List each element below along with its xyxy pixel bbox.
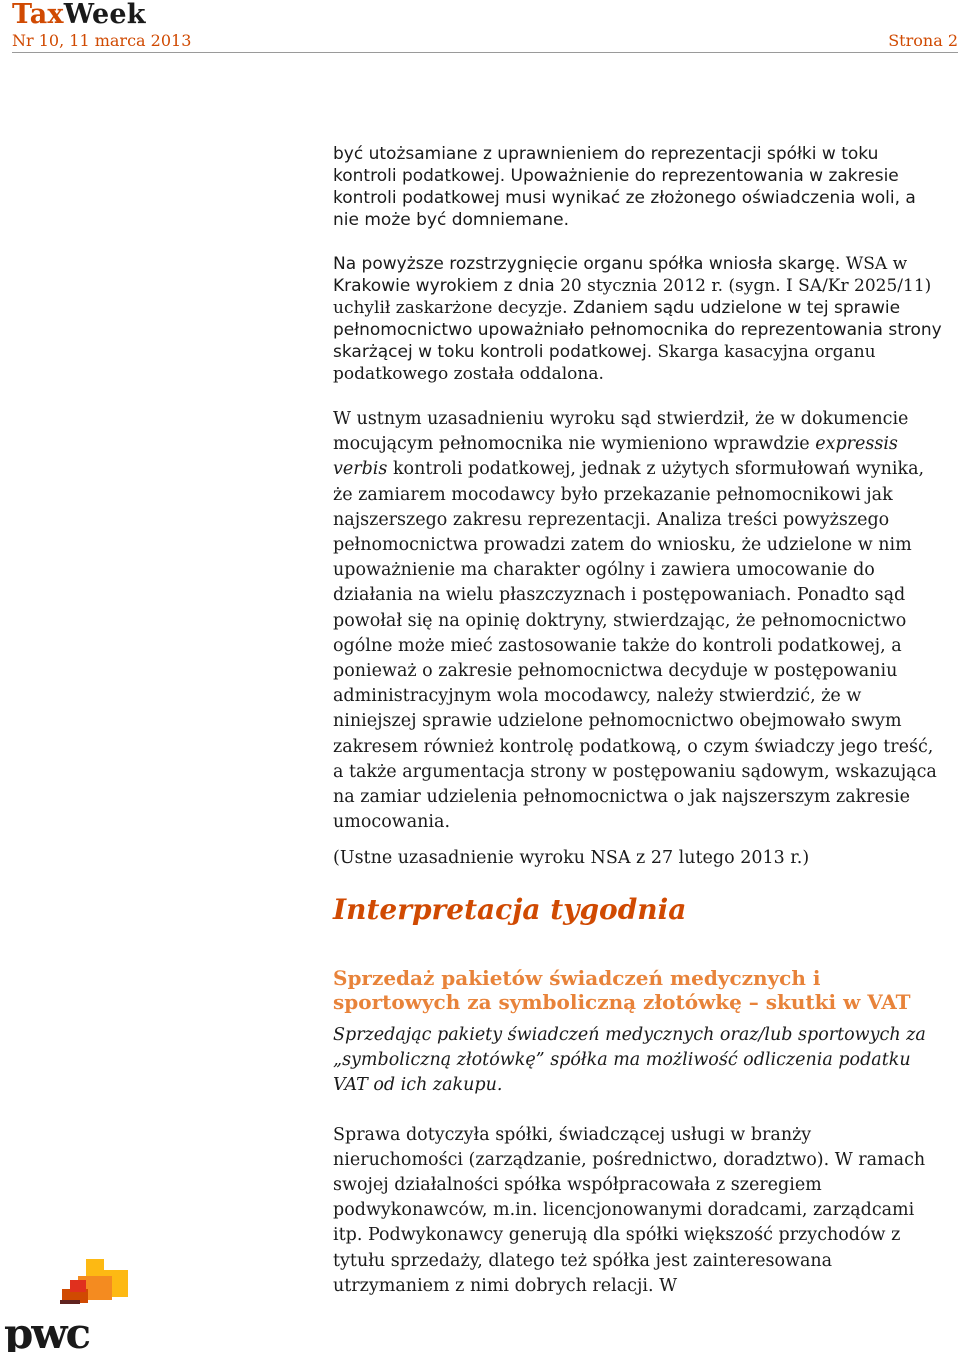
- masthead: [12, 0, 958, 53]
- pwc-logo-text: pwc: [4, 1309, 90, 1352]
- justification-text-b: kontroli podatkowej, jednak z użytych sformułowań wynika, że zamiarem mocodawcy było przekazanie pełnomocnikowi jak najszerszego zakresu reprezentacji. Analiza treści powyższego pełnomocnictwa prowadzi zatem do wniosku, że udzielone w nim upoważnienie ma charakter ogólny i zawiera umocowanie do działania na wielu płaszczyznach i postępowaniach. Ponadto sąd powołał się na opinię doktryny, stwierdzając, że pełnomocnictwo ogólne może mieć zastosowanie także do kontroli podatkowej, a ponieważ o zakresie pełnomocnictwa decyduje w postępowaniu administracyjnym wola mocodawcy, należy stwierdzić, że w niniejszej sprawie udzielone pełnomocnictwo obejmowało swym zakresem również kontrolę podatkową, o czym świadczy jego treść, a także argumentacja strony w postępowaniu sądowym, wskazująca na zamiar udzielenia pełnomocnictwa o jak najszerszym zakresie umocowania.: [333, 459, 937, 833]
- article-column: [333, 143, 943, 1299]
- issue-line: [12, 30, 958, 53]
- ruling-text-f: Skarga kasacyjna organu podatkowego została oddalona.: [333, 342, 876, 384]
- issue-date: Nr 10, 11 marca 2013: [12, 31, 192, 50]
- ruling-text-c: Krakowie wyrokiem z dnia: [333, 276, 561, 296]
- paragraph-continuation: być utożsamiane z uprawnieniem do reprezentacji spółki w toku kontroli podatkowej. Upoważnienie do reprezentowania w zakresie kontroli podatkowej musi wynikać ze złożonego oświadczenia woli, a nie może być domniemane.: [333, 144, 916, 230]
- pwc-logo-block: [70, 1280, 86, 1292]
- section-heading: Interpretacja tygodnia: [333, 892, 687, 926]
- paragraph-justification: [333, 407, 943, 835]
- paragraph-ruling: [333, 253, 943, 385]
- justification-latin-phrase: expressis verbis: [333, 434, 898, 480]
- paragraph-citation: (Ustne uzasadnienie wyroku NSA z 27 lutego 2013 r.): [333, 848, 810, 869]
- paragraph-case: Sprawa dotyczyła spółki, świadczącej usługi w branży nieruchomości (zarządzanie, pośrednictwo, doradztwo). W ramach swojej działalności spółka współpracowała z szeregiem podwykonawców, m.in. licencjonowanymi doradcami, zarządcami itp. Podwykonawcy generują dla spółki większość przychodów z tytułu sprzedaży, dlatego też spółka jest zainteresowana utrzymaniem z nimi dobrych relacji. W: [333, 1124, 926, 1296]
- ruling-text-d: 20 stycznia 2012 r. (sygn. I SA/Kr 2025/11) uchylił zaskarżone decyzje.: [333, 276, 932, 318]
- pwc-logo-block: [60, 1300, 80, 1304]
- pwc-logo: [4, 1256, 130, 1352]
- justification-text-a: W ustnym uzasadnieniu wyroku sąd stwierdził, że w dokumencie mocującym pełnomocnika nie wymieniono wprawdzie: [333, 409, 909, 455]
- ruling-text-a: Na powyższe rozstrzygnięcie organu spółka wniosła skargę.: [333, 254, 841, 274]
- brand-title-tax: Tax: [12, 0, 64, 30]
- page-number: Strona 2: [888, 31, 958, 50]
- brand-title-week: Week: [63, 0, 146, 30]
- article-title: Sprzedaż pakietów świadczeń medycznych i sportowych za symboliczną złotówkę – skutki w VAT: [333, 965, 911, 1014]
- ruling-text-b: WSA w: [840, 254, 908, 274]
- brand-title: [12, 0, 958, 30]
- ruling-text-e: Zdaniem sądu udzielone w tej sprawie pełnomocnictwo upoważniało pełnomocnika do reprezentowania strony skarżącej w toku kontroli podatkowej.: [333, 298, 942, 362]
- pwc-logo-mark: [4, 1256, 130, 1352]
- article-lead: Sprzedając pakiety świadczeń medycznych oraz/lub sportowych za „symboliczną złotówkę” spółka ma możliwość odliczenia podatku VAT od ich zakupu.: [333, 1024, 926, 1095]
